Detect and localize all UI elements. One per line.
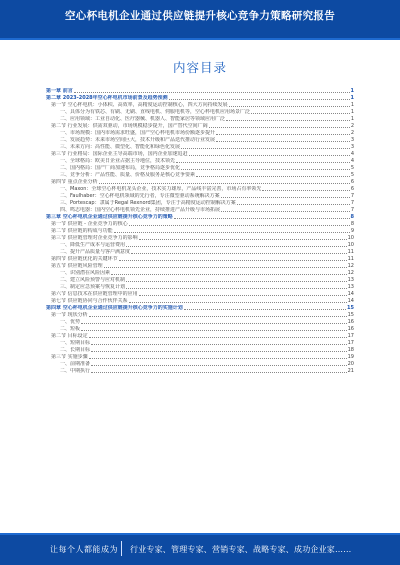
- toc-leader-dots: [99, 183, 350, 184]
- toc-leader-dots: [216, 134, 350, 135]
- toc-leader-dots: [91, 365, 347, 366]
- toc-entry-label: 一、降低生产成本与运营费用: [60, 242, 126, 248]
- toc-leader-dots: [74, 92, 350, 93]
- toc-page-number: 17: [347, 340, 354, 346]
- toc-leader-dots: [262, 190, 349, 191]
- toc-page-number: 5: [350, 165, 354, 171]
- toc-page-number: 4: [350, 151, 354, 157]
- toc-page-number: 16: [347, 319, 354, 325]
- toc-leader-dots: [209, 127, 350, 128]
- toc-section-row[interactable]: [46, 354, 354, 361]
- toc-subsection-row[interactable]: [46, 270, 354, 277]
- toc-entry-label: 第二章 2023-2028年空心杯电机市场前景及趋势预测: [46, 95, 168, 101]
- toc-chapter-row[interactable]: [46, 214, 354, 221]
- toc-page-number: 7: [350, 200, 354, 206]
- toc-entry-label: 三、制定应急预案与恢复计划: [60, 284, 126, 290]
- toc-entry-label: 第二节 供应链的构成与功能: [51, 228, 113, 234]
- toc-subsection-row[interactable]: [46, 200, 354, 207]
- toc-leader-dots: [104, 267, 347, 268]
- toc-chapter-row[interactable]: [46, 305, 354, 312]
- toc-leader-dots: [184, 309, 346, 310]
- toc-leader-dots: [129, 225, 350, 226]
- toc-page-number: 18: [347, 347, 354, 353]
- toc-page-number: 2: [350, 123, 354, 129]
- toc-entry-label: 三、未来方向：高性能、微型化、智能化和绿色化发展: [60, 144, 181, 150]
- toc-subsection-row[interactable]: [46, 284, 354, 291]
- toc-page-number: 1: [350, 102, 354, 108]
- toc-entry-label: 一、短期目标: [60, 340, 91, 346]
- toc-leader-dots: [131, 253, 347, 254]
- toc-page-number: 4: [350, 158, 354, 164]
- toc-leader-dots: [89, 316, 347, 317]
- toc-page-number: 13: [347, 284, 354, 290]
- toc-page-number: 21: [347, 368, 354, 374]
- toc-leader-dots: [216, 141, 350, 142]
- toc-entry-label: 第一节 现状分析: [51, 312, 88, 318]
- toc-section-row[interactable]: [46, 179, 354, 186]
- toc-leader-dots: [181, 148, 350, 149]
- toc-entry-label: 二、中期执行: [60, 368, 91, 374]
- toc-page-number: 14: [347, 291, 354, 297]
- toc-page-number: 14: [347, 298, 354, 304]
- toc-entry-label: 二、国内格局：国产厂商加速布局，竞争格局逐步优化: [60, 165, 181, 171]
- toc-subsection-row[interactable]: [46, 186, 354, 193]
- report-title: 空心杯电机企业通过供应链提升核心竞争力策略研究报告: [65, 10, 335, 22]
- toc-entry-label: 一、全球格局：欧美日企业占据主导地位，技术领先: [60, 158, 176, 164]
- toc-leader-dots: [237, 204, 350, 205]
- toc-leader-dots: [221, 211, 350, 212]
- toc-entry-label: 一、前期准备: [60, 361, 91, 367]
- toc-entry-label: 二、应用领域：工业自动化、医疗器械、机器人、智能家居等领域应用广泛: [60, 116, 226, 122]
- toc-page-number: 8: [350, 214, 354, 220]
- toc-page-number: 7: [350, 207, 354, 213]
- toc-entry-label: 二、短板: [60, 326, 81, 332]
- toc-heading: 内容目录: [172, 60, 227, 75]
- toc-leader-dots: [129, 302, 347, 303]
- toc-page-number: 12: [347, 270, 354, 276]
- toc-subsection-row[interactable]: [46, 319, 354, 326]
- toc-page-number: 17: [347, 333, 354, 339]
- toc-subsection-row[interactable]: [46, 130, 354, 137]
- toc-page-number: 11: [347, 256, 354, 262]
- toc-page-number: 13: [347, 277, 354, 283]
- toc-leader-dots: [111, 274, 347, 275]
- toc-leader-dots: [139, 295, 347, 296]
- toc-leader-dots: [81, 330, 347, 331]
- toc-entry-label: 一、优势: [60, 319, 81, 325]
- toc-subsection-row[interactable]: [46, 144, 354, 151]
- toc-entry-label: 第一节 空心杯电机：小体积、高效率，高精度运动控制核心，四大方向持续发展: [51, 102, 228, 108]
- toc-leader-dots: [176, 162, 350, 163]
- toc-page-number: 6: [350, 186, 354, 192]
- toc-leader-dots: [226, 120, 350, 121]
- toc-entry-label: 第四节 供应链优化的关键环节: [51, 256, 118, 262]
- toc-subsection-row[interactable]: [46, 158, 354, 165]
- toc-subsection-row[interactable]: [46, 109, 354, 116]
- toc-page-number: 1: [350, 95, 354, 101]
- toc-leader-dots: [126, 288, 347, 289]
- toc-chapter-row[interactable]: [46, 95, 354, 102]
- toc-leader-dots: [91, 344, 347, 345]
- toc-entry-label: 三、竞争分析：产品性能、质量、价格及服务是核心竞争要素: [60, 172, 196, 178]
- toc-page-number: 3: [350, 137, 354, 143]
- toc-entry-label: 第六节 信息技术在供应链管理中的应用: [51, 291, 138, 297]
- toc-entry-label: 二、建立风险预警与应对机制: [60, 277, 126, 283]
- header-banner: [0, 0, 400, 40]
- toc-section-row[interactable]: [46, 221, 354, 228]
- toc-section-row[interactable]: [46, 312, 354, 319]
- toc-page-number: 16: [347, 326, 354, 332]
- toc-page-number: 15: [347, 305, 354, 311]
- toc-section-row[interactable]: [46, 291, 354, 298]
- toc-section-row[interactable]: [46, 123, 354, 130]
- toc-entry-label: 一、具体分为有铁芯、有刷、无刷、直线电机、伺服电机等，空心杯电机应用场景广泛: [60, 109, 251, 115]
- toc-subsection-row[interactable]: [46, 326, 354, 333]
- toc-entry-label: 第二节 行业发展：供需双驱动，市场规模稳步提升，国产替代空间广阔: [51, 123, 208, 129]
- toc-page-number: 20: [347, 361, 354, 367]
- toc-entry-label: 第三节 行业格局：国际企业主导高端市场，国内企业加速追赶: [51, 151, 188, 157]
- toc-subsection-row[interactable]: [46, 242, 354, 249]
- toc-entry-label: 第一章 前言: [46, 88, 73, 94]
- toc-leader-dots: [174, 218, 350, 219]
- toc-leader-dots: [229, 106, 350, 107]
- toc-leader-dots: [169, 99, 350, 100]
- toc-section-row[interactable]: [46, 298, 354, 305]
- toc-entry-label: 二、发展趋势：未来市场空间巨大，技术升级和产品迭代推动行业发展: [60, 137, 216, 143]
- toc-entry-label: 第四章 空心杯电机企业通过供应链提升核心竞争力的实施计划: [46, 305, 183, 311]
- toc-page-number: 1: [350, 109, 354, 115]
- toc-entry-label: 第二节 目标设定: [51, 333, 88, 339]
- toc-leader-dots: [119, 260, 347, 261]
- toc-entry-label: 二、Faulhaber：空心杯电机领域的先行者，专注微型驱动系统解决方案: [60, 193, 220, 199]
- toc-section-row[interactable]: [46, 235, 354, 242]
- toc-page-number: 2: [350, 130, 354, 136]
- toc-subsection-row[interactable]: [46, 340, 354, 347]
- toc-section-row[interactable]: [46, 333, 354, 340]
- toc-leader-dots: [89, 337, 347, 338]
- toc-subsection-row[interactable]: [46, 361, 354, 368]
- toc-page-number: 10: [347, 242, 354, 248]
- toc-subsection-row[interactable]: [46, 172, 354, 179]
- toc-page-number: 5: [350, 172, 354, 178]
- toc-subsection-row[interactable]: [46, 165, 354, 172]
- toc-page-number: 19: [347, 354, 354, 360]
- toc-section-row[interactable]: [46, 151, 354, 158]
- toc-entry-label: 四、鸣志电器：国内空心杯电机领先企业，持续推进产品升级与市场拓展: [60, 207, 221, 213]
- toc-subsection-row[interactable]: [46, 347, 354, 354]
- toc-subsection-row[interactable]: [46, 368, 354, 375]
- toc-entry-label: 一、识别潜在风险因素: [60, 270, 111, 276]
- toc-entry-label: 一、Maxon：全球空心杯电机龙头企业，技术实力雄厚，产品线丰富完善，市场占有率领先: [60, 186, 262, 192]
- toc-page-number: 7: [350, 193, 354, 199]
- toc-leader-dots: [251, 113, 350, 114]
- toc-section-row[interactable]: [46, 228, 354, 235]
- table-of-contents: [46, 88, 354, 375]
- toc-subsection-row[interactable]: [46, 137, 354, 144]
- toc-leader-dots: [89, 358, 347, 359]
- toc-page-number: 15: [347, 312, 354, 318]
- toc-subsection-row[interactable]: [46, 193, 354, 200]
- toc-section-row[interactable]: [46, 263, 354, 270]
- toc-entry-label: 第五节 供应链风险管理: [51, 263, 103, 269]
- toc-leader-dots: [221, 197, 350, 198]
- toc-page-number: 12: [347, 263, 354, 269]
- toc-page-number: 9: [350, 228, 354, 234]
- toc-entry-label: 第三章 空心杯电机企业通过供应链提升核心竞争力的策略: [46, 214, 173, 220]
- toc-entry-label: 第一节 供应链 - 企业竞争力的核心: [51, 221, 128, 227]
- toc-page-number: 10: [347, 235, 354, 241]
- toc-subsection-row[interactable]: [46, 249, 354, 256]
- toc-entry-label: 二、长期目标: [60, 347, 91, 353]
- toc-leader-dots: [91, 351, 347, 352]
- toc-page-number: 8: [350, 221, 354, 227]
- toc-leader-dots: [81, 323, 347, 324]
- footer-banner: [0, 533, 400, 565]
- footer-slogan: 让每个人都能成为: [50, 545, 118, 554]
- toc-leader-dots: [126, 281, 347, 282]
- footer-divider: [121, 541, 122, 556]
- toc-leader-dots: [114, 232, 350, 233]
- toc-leader-dots: [126, 246, 347, 247]
- toc-entry-label: 第三节 供应链管理对企业竞争力的影响: [51, 235, 138, 241]
- toc-entry-label: 一、市场规模：国内市场需求旺盛，国产空心杯电机市场份额逐步提升: [60, 130, 216, 136]
- toc-page-number: 11: [347, 249, 354, 255]
- toc-entry-label: 第三节 实施步骤: [51, 354, 88, 360]
- toc-page-number: 6: [350, 179, 354, 185]
- toc-section-row[interactable]: [46, 256, 354, 263]
- footer-tagline: 行业专家、管理专家、营销专家、战略专家、成功企业家……: [130, 545, 352, 554]
- toc-leader-dots: [189, 155, 350, 156]
- toc-leader-dots: [91, 372, 347, 373]
- toc-leader-dots: [196, 176, 350, 177]
- toc-subsection-row[interactable]: [46, 207, 354, 214]
- toc-leader-dots: [139, 239, 347, 240]
- toc-leader-dots: [181, 169, 350, 170]
- toc-section-row[interactable]: [46, 102, 354, 109]
- toc-entry-label: 二、提升产品质量与客户满意度: [60, 249, 131, 255]
- toc-chapter-row[interactable]: [46, 88, 354, 95]
- toc-page-number: 3: [350, 144, 354, 150]
- toc-page-number: 1: [350, 116, 354, 122]
- toc-entry-label: 第四节 重点企业分析: [51, 179, 98, 185]
- toc-subsection-row[interactable]: [46, 116, 354, 123]
- toc-entry-label: 第七节 供应链协同与合作伙伴关系: [51, 298, 128, 304]
- toc-page-number: 1: [350, 88, 354, 94]
- toc-subsection-row[interactable]: [46, 277, 354, 284]
- toc-entry-label: 三、Portescap：隶属于Regal Rexnord集团，专注于高精度运动控制解决方案: [60, 200, 236, 206]
